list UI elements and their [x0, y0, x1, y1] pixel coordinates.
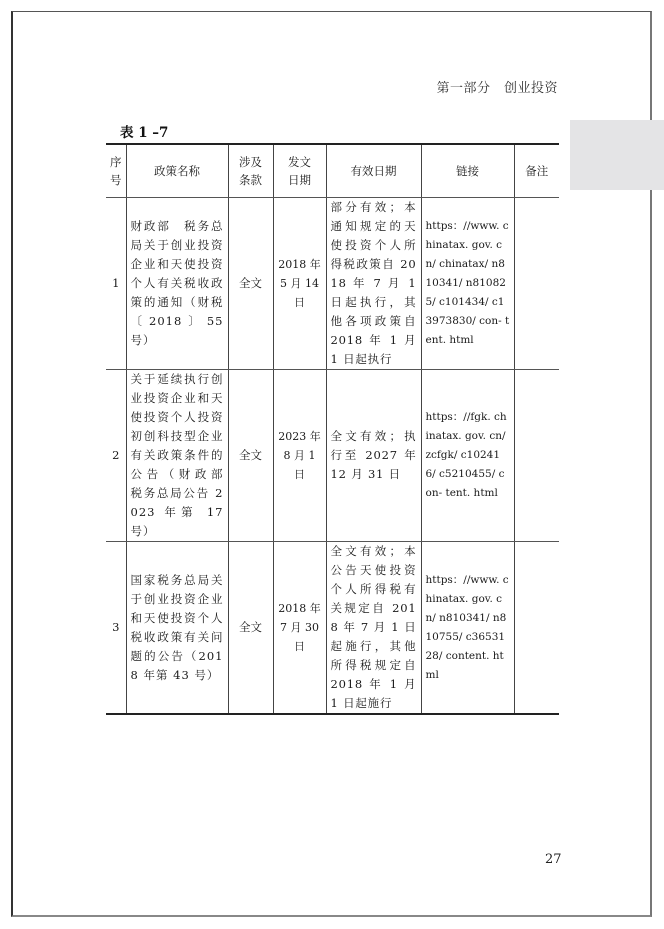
- cell-note: [514, 198, 559, 370]
- cell-scope: 全文: [228, 370, 273, 542]
- cell-policy-name: 国家税务总局关于创业投资企业和天使投资个人税收政策有关问题的公告（2018 年第 43 号）: [126, 542, 228, 715]
- cell-note: [514, 542, 559, 715]
- table-row: [106, 370, 559, 542]
- policy-table: [106, 143, 559, 715]
- cell-issue-date: 2018 年 5 月 14 日: [273, 198, 326, 370]
- cell-scope: 全文: [228, 542, 273, 715]
- cell-policy-name: 关于延续执行创业投资企业和天使投资个人投资初创科技型企业有关政策条件的公告（财政部 税务总局公告 2023 年第 17 号）: [126, 370, 228, 542]
- cell-validity: 全文有效；执行至 2027 年 12 月 31 日: [326, 370, 421, 542]
- column-header-note: 备注: [514, 144, 559, 198]
- column-header-link: 链接: [421, 144, 514, 198]
- cell-index: 3: [106, 542, 126, 715]
- cell-note: [514, 370, 559, 542]
- cell-link[interactable]: https：//www. chinatax. gov. cn/ chinatax/ n810341/ n810825/ c101434/ c13973830/ con- tent. html: [421, 198, 514, 370]
- table-row: [106, 542, 559, 715]
- cell-link[interactable]: https：//www. chinatax. gov. cn/ n810341/ n810755/ c3653128/ content. html: [421, 542, 514, 715]
- column-header-validity: 有效日期: [326, 144, 421, 198]
- cell-validity: 全文有效；本公告天使投资个人所得税有关规定自 2018 年 7 月 1 日起施行，其他所得税规定自 2018 年 1 月 1 日起施行: [326, 542, 421, 715]
- column-header-index: 序 号: [106, 144, 126, 198]
- chapter-side-tab: [570, 120, 664, 190]
- cell-validity: 部分有效；本通知规定的天使投资个人所得税政策自 2018 年 7 月 1 日起执行，其他各项政策自 2018 年 1 月 1 日起执行: [326, 198, 421, 370]
- cell-index: 2: [106, 370, 126, 542]
- column-header-issue-date: 发文 日期: [273, 144, 326, 198]
- page-number: 27: [545, 852, 562, 867]
- cell-issue-date: 2018 年 7 月 30 日: [273, 542, 326, 715]
- column-header-scope: 涉及 条款: [228, 144, 273, 198]
- cell-issue-date: 2023 年 8 月 1 日: [273, 370, 326, 542]
- table-row: [106, 198, 559, 370]
- cell-scope: 全文: [228, 198, 273, 370]
- running-header: 第一部分 创业投资: [436, 81, 558, 96]
- table-caption: 表 1 –7: [120, 125, 169, 141]
- cell-link[interactable]: https：//fgk. chinatax. gov. cn/ zcfgk/ c102416/ c5210455/ con- tent. html: [421, 370, 514, 542]
- cell-policy-name: 财政部 税务总局关于创业投资企业和天使投资个人有关税收政策的通知（财税〔2018〕55 号）: [126, 198, 228, 370]
- cell-index: 1: [106, 198, 126, 370]
- column-header-name: 政策名称: [126, 144, 228, 198]
- table-header-row: [106, 144, 559, 198]
